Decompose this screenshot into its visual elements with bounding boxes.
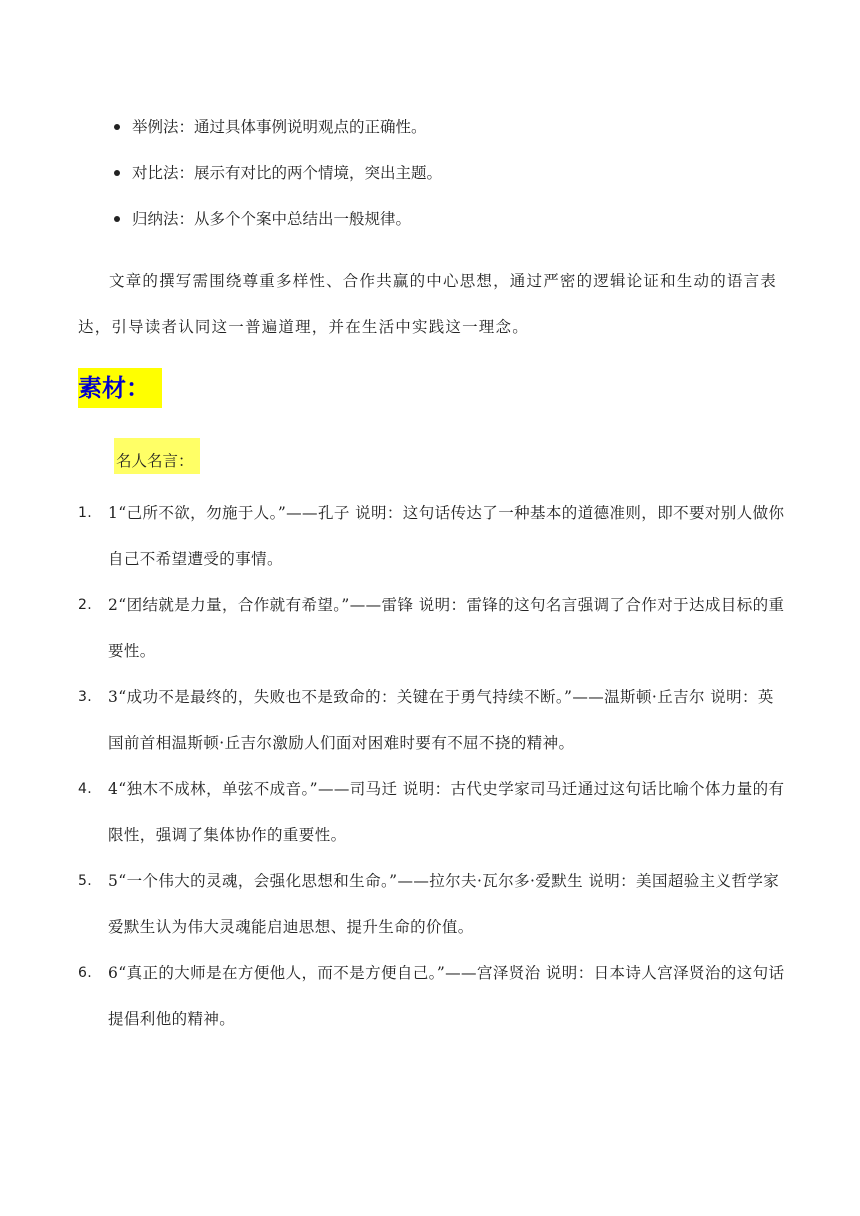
quote-text: 5“一个伟大的灵魂，会强化思想和生命。”——拉尔夫·瓦尔多·爱默生 说明：美国超验主义哲学家爱默生认为伟大灵魂能启迪思想、提升生命的价值。: [108, 872, 780, 936]
bullet-icon: [114, 216, 120, 222]
list-item: [108, 204, 442, 250]
quote-number: 5.: [78, 873, 93, 889]
quote-text: 2“团结就是力量，合作就有希望。”——雷锋 说明：雷锋的这句名言强调了合作对于达成目标的重要性。: [108, 596, 785, 660]
quotes-subheading: 名人名言：: [114, 438, 200, 474]
quote-number: 4.: [78, 781, 93, 797]
method-text: 举例法：通过具体事例说明观点的正确性。: [132, 118, 427, 136]
quote-list: [78, 490, 788, 1042]
quote-number: 1.: [78, 505, 93, 521]
quote-item: [78, 766, 788, 858]
quote-number: 2.: [78, 597, 93, 613]
method-list: [108, 112, 442, 250]
quote-number: 3.: [78, 689, 93, 705]
method-text: 对比法：展示有对比的两个情境，突出主题。: [132, 164, 443, 182]
quote-text: 6“真正的大师是在方便他人，而不是方便自己。”——宫泽贤治 说明：日本诗人宫泽贤治的这句话提倡利他的精神。: [108, 964, 785, 1028]
quote-item: [78, 674, 788, 766]
quote-item: [78, 582, 788, 674]
quote-item: [78, 490, 788, 582]
quote-item: [78, 950, 788, 1042]
list-item: [108, 112, 442, 158]
bullet-icon: [114, 170, 120, 176]
quote-text: 3“成功不是最终的，失败也不是致命的：关键在于勇气持续不断。”——温斯顿·丘吉尔 说明：英国前首相温斯顿·丘吉尔激励人们面对困难时要有不屈不挠的精神。: [108, 688, 774, 752]
quote-text: 4“独木不成林，单弦不成音。”——司马迁 说明：古代史学家司马迁通过这句话比喻个体力量的有限性，强调了集体协作的重要性。: [108, 780, 785, 844]
list-item: [108, 158, 442, 204]
method-text: 归纳法：从多个个案中总结出一般规律。: [132, 210, 412, 228]
quote-text: 1“己所不欲，勿施于人。”——孔子 说明：这句话传达了一种基本的道德准则，即不要对别人做你自己不希望遭受的事情。: [108, 504, 785, 568]
section-heading: 素材：: [78, 368, 162, 408]
summary-paragraph: 文章的撰写需围绕尊重多样性、合作共赢的中心思想，通过严密的逻辑论证和生动的语言表达，引导读者认同这一普遍道理，并在生活中实践这一理念。: [78, 272, 778, 336]
quote-item: [78, 858, 788, 950]
bullet-icon: [114, 124, 120, 130]
quote-number: 6.: [78, 965, 93, 981]
